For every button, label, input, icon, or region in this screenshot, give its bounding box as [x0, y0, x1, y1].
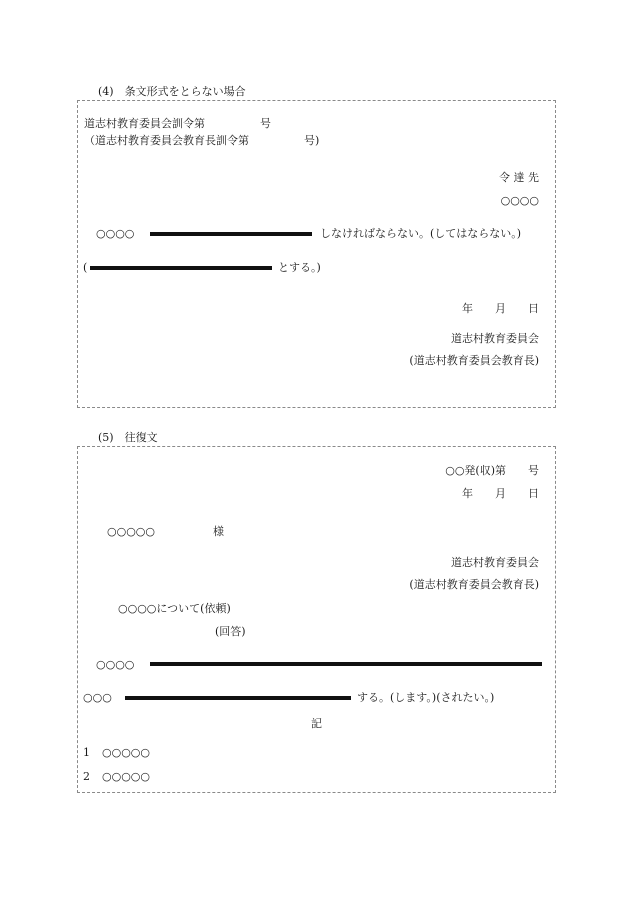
reply-line2-blank [125, 696, 351, 700]
reply-line1-prefix: ○○○○ [96, 658, 135, 671]
sender-alt: (道志村教育委員会教育長) [409, 578, 539, 591]
subject-alt: (回答) [215, 625, 246, 638]
honorific: 様 [213, 525, 224, 538]
issuer-alt: (道志村教育委員会教育長) [409, 354, 539, 367]
recipient-label: 令 達 先 [499, 171, 539, 184]
sender: 道志村教育委員会 [451, 556, 539, 569]
item-number: 1 [83, 746, 90, 759]
line2-prefix: ( [83, 261, 88, 274]
reply-line2-prefix: ○○○ [83, 691, 112, 704]
line1-blank [150, 232, 312, 236]
line1-prefix: ○○○○ [96, 227, 135, 240]
order-number: 道志村教育委員会訓令第 号 [84, 117, 271, 130]
recipient: ○○○○ [500, 194, 539, 207]
ki-mark: 記 [311, 717, 322, 730]
section5-heading: (5) 往復文 [98, 431, 158, 444]
item-number: 2 [83, 770, 90, 783]
item-text: ○○○○○ [102, 770, 150, 783]
doc-number: ○○発(収)第 号 [445, 464, 539, 477]
section4-date: 年 月 日 [462, 302, 539, 315]
line2-suffix: とする。) [278, 261, 321, 274]
subject: ○○○○について(依頼) [118, 602, 231, 615]
reply-line2-suffix: する。(します。)(されたい。) [357, 691, 495, 704]
reply-line1-blank [150, 662, 542, 666]
section4-heading: (4) 条文形式をとらない場合 [98, 85, 246, 98]
line2-blank [90, 266, 272, 270]
order-number-alt: （道志村教育委員会教育長訓令第 号) [84, 134, 320, 147]
line1-suffix: しなければならない。(してはならない。) [320, 227, 522, 240]
section5-date: 年 月 日 [462, 487, 539, 500]
item-text: ○○○○○ [102, 746, 150, 759]
issuer: 道志村教育委員会 [451, 332, 539, 345]
addressee: ○○○○○ [107, 525, 155, 538]
